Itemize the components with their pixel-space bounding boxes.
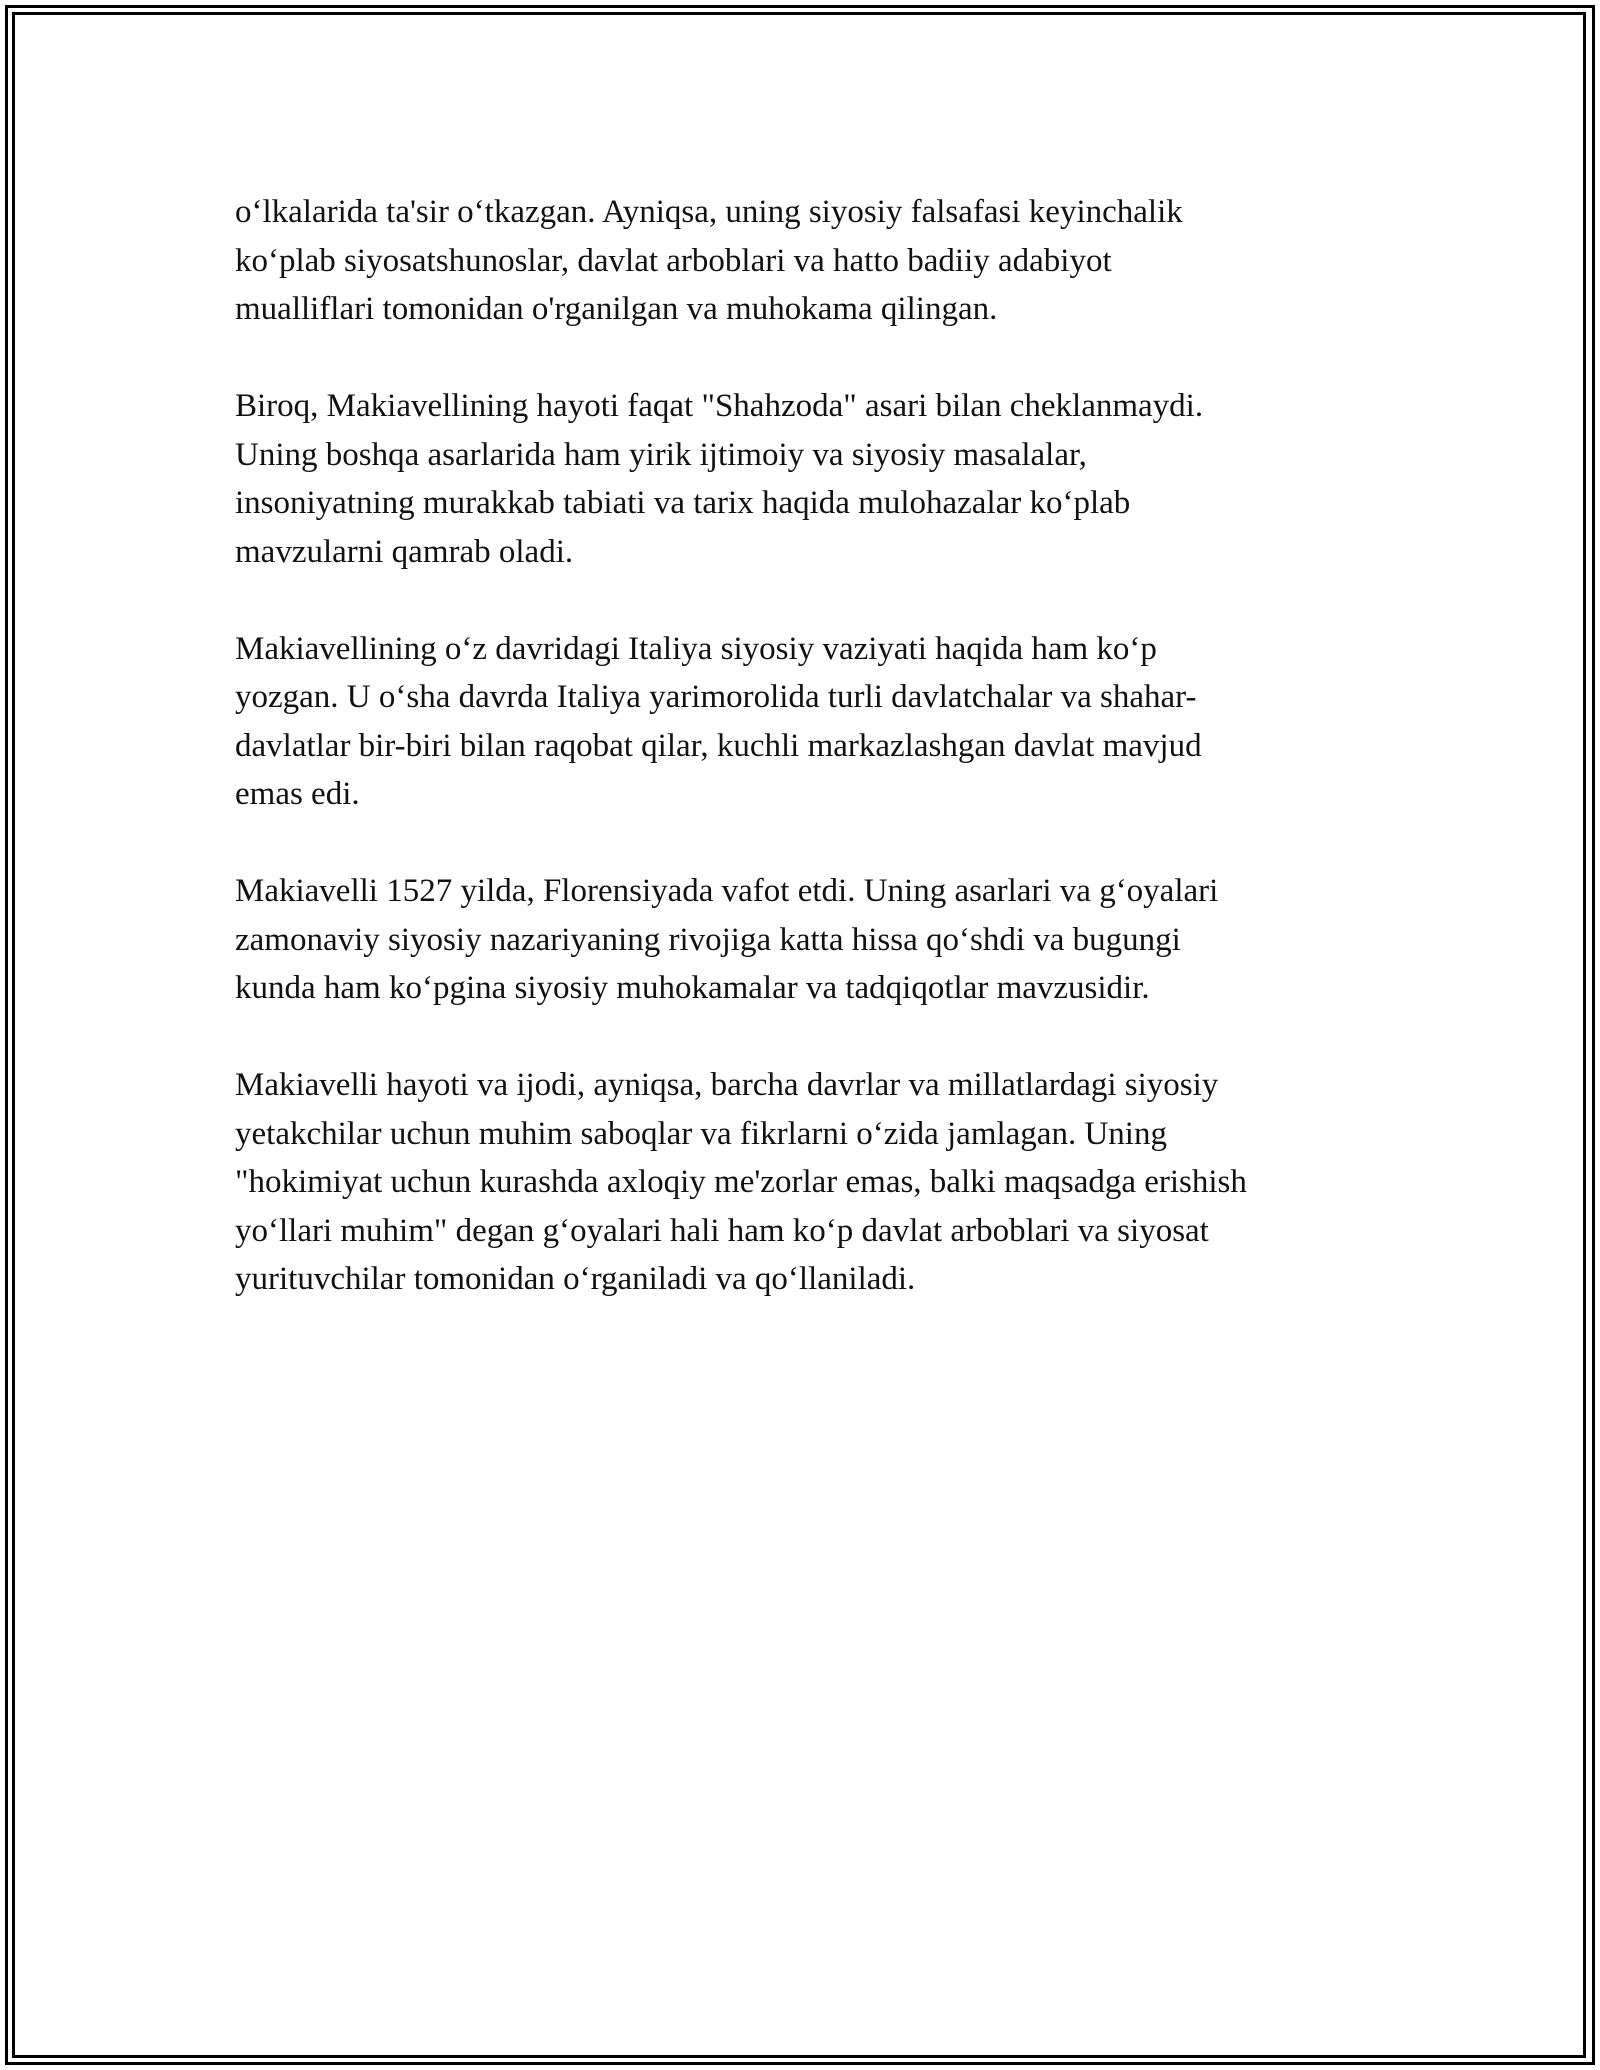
paragraph-2: Biroq, Makiavellining hayoti faqat "Shahzoda" asari bilan cheklanmaydi. Uning boshqa asarlarida ham yirik ijtimoiy va siyosiy masalalar, insoniyatning murakkab tabiati va tarix haqida mulohazalar ko‘plab mavzularni qamrab oladi.: [235, 388, 1204, 570]
paragraph-5: Makiavelli hayoti va ijodi, ayniqsa, barcha davrlar va millatlardagi siyosiy yetakchilar uchun muhim saboqlar va fikrlarni o‘zida jamlagan. Uning "hokimiyat uchun kurashda axloqiy me'zorlar emas, balki maqsadga erishish yo‘llari muhim" degan g‘oyalari hali ham ko‘p davlat arboblari va siyosat yurituvchilar tomonidan o‘rganiladi va qo‘llaniladi.: [235, 1067, 1247, 1297]
paragraph-3: Makiavellining o‘z davridagi Italiya siyosiy vaziyati haqida ham ko‘p yozgan. U o‘sha davrda Italiya yarimorolida turli davlatchalar va shahar- davlatlar bir-biri bilan raqobat qilar, kuchli markazlashgan davlat mavjud emas edi.: [235, 630, 1202, 812]
paragraph-4: Makiavelli 1527 yilda, Florensiyada vafot etdi. Uning asarlari va g‘oyalari zamonaviy siyosiy nazariyaning rivojiga katta hissa qo‘shdi va bugungi kunda ham ko‘pgina siyosiy muhokamalar va tadqiqotlar mavzusidir.: [235, 873, 1219, 1006]
paragraph-1: o‘lkalarida ta'sir o‘tkazgan. Ayniqsa, uning siyosiy falsafasi keyinchalik ko‘plab siyosatshunoslar, davlat arboblari va hatto badiiy adabiyot mualliflari tomonidan o'rganilgan va muhokama qilingan.: [235, 194, 1183, 327]
document-body: [235, 188, 1375, 1352]
